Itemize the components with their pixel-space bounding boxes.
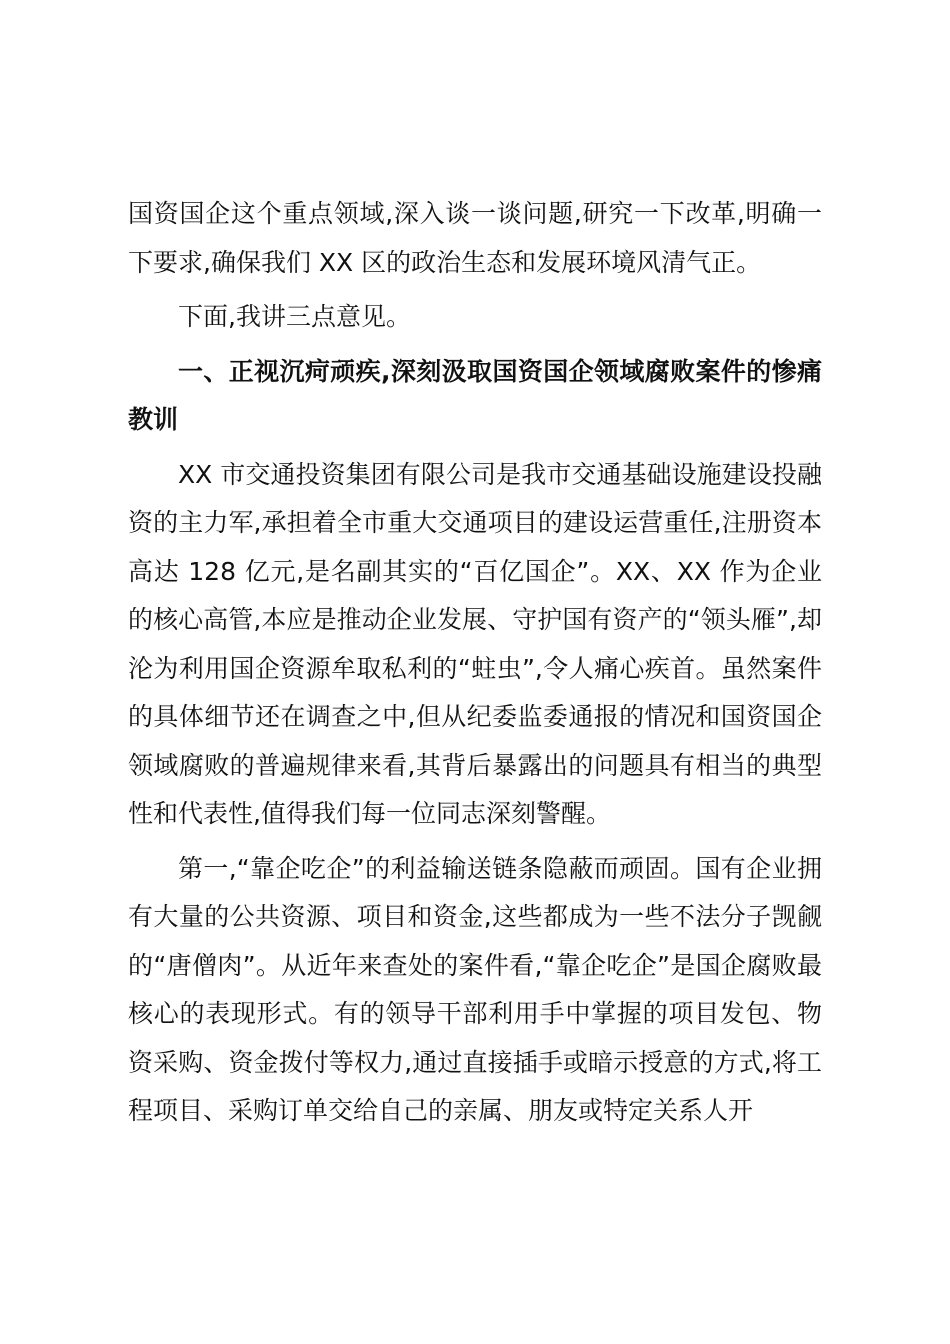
- paragraph-case-overview: XX 市交通投资集团有限公司是我市交通基础设施建设投融资的主力军,承担着全市重大交通项目的建设运营重任,注册资本高达 128 亿元,是名副其实的“百亿国企”。XX、XX 作为企业的核心高管,本应是推动企业发展、守护国有资产的“领头雁”,却沦为利用国企资源牟取私利的“蛀虫”,令人痛心疾首。虽然案件的具体细节还在调查之中,但从纪委监委通报的情况和国资国企领域腐败的普遍规律来看,其背后暴露出的问题具有相当的典型性和代表性,值得我们每一位同志深刻警醒。: [128, 459, 822, 828]
- document-body: [128, 190, 822, 1142]
- section-heading-one: 一、正视沉疴顽疾,深刻汲取国资国企领域腐败案件的惨痛教训: [128, 356, 822, 434]
- paragraph-point-first: 第一,“靠企吃企”的利益输送链条隐蔽而顽固。国有企业拥有大量的公共资源、项目和资金,这些都成为一些不法分子觊觎的“唐僧肉”。从近年来查处的案件看,“靠企吃企”是国企腐败最核心的表现形式。有的领导干部利用手中掌握的项目发包、物资采购、资金拨付等权力,通过直接插手或暗示授意的方式,将工程项目、采购订单交给自己的亲属、朋友或特定关系人开: [128, 853, 822, 1125]
- paragraph-intro-continuation: 国资国企这个重点领域,深入谈一谈问题,研究一下改革,明确一下要求,确保我们 XX 区的政治生态和发展环境风清气正。: [128, 199, 822, 277]
- paragraph-three-points: 下面,我讲三点意见。: [178, 302, 411, 331]
